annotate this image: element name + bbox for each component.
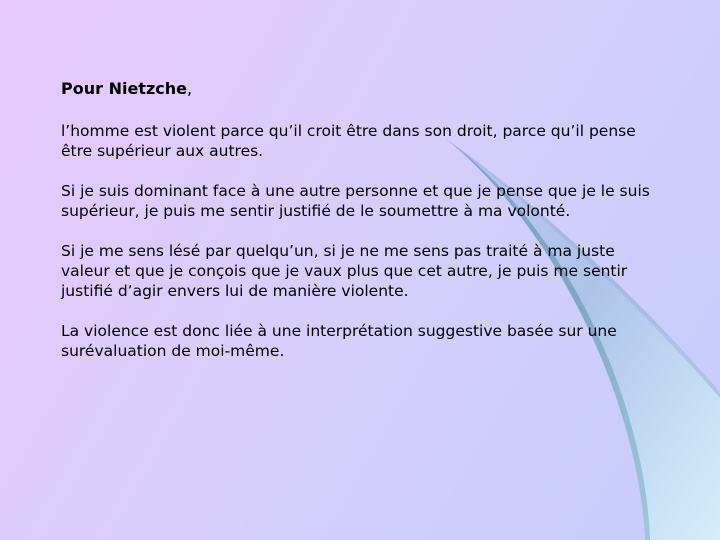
paragraph-2: Si je suis dominant face à une autre personne et que je pense que je le suis supérieur, je puis me sentir justifié de le soumettre à ma volonté. (61, 182, 650, 220)
paragraph-1: l’homme est violent parce qu’il croit être dans son droit, parce qu’il pense être supérieur aux autres. (61, 122, 636, 160)
paragraph-3: Si je me sens lésé par quelqu’un, si je ne me sens pas traité à ma juste valeur et que je conçois que je vaux plus que cet autre, je puis me sentir justifié d’agir envers lui de manière violente. (61, 242, 628, 300)
paragraph-4: La violence est donc liée à une interprétation suggestive basée sur une surévaluation de moi-même. (61, 322, 617, 360)
slide-title (61, 79, 661, 99)
title-bold: Pour Nietzche (61, 79, 187, 98)
slide-content (61, 79, 661, 381)
title-punctuation: , (186, 79, 193, 98)
